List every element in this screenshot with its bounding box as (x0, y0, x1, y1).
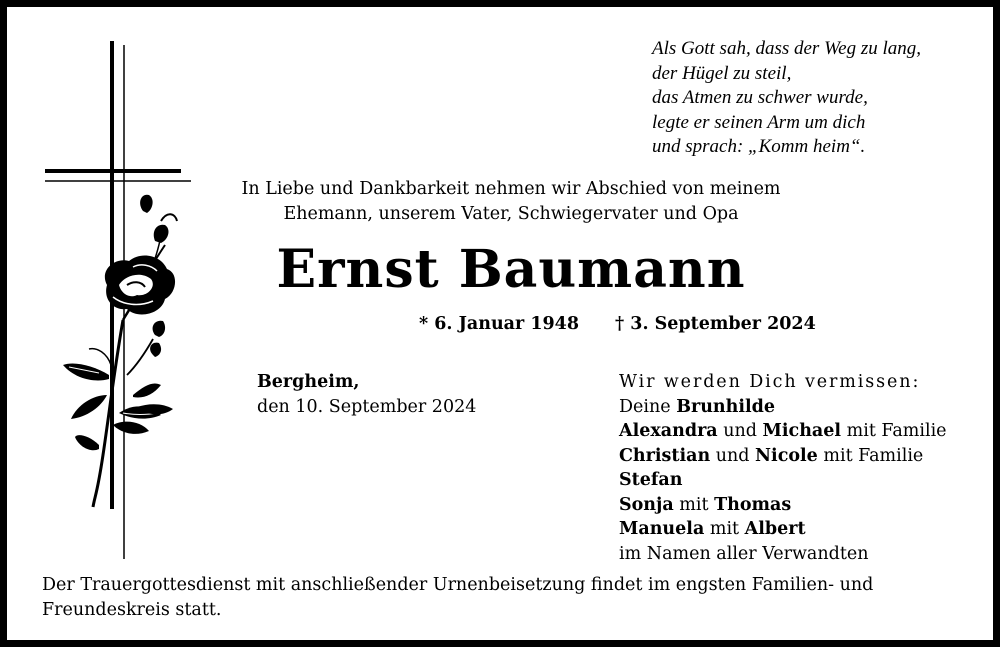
mourner-name: Stefan (619, 470, 683, 490)
notice-date: den 10. September 2024 (257, 396, 477, 417)
mourner-text: und (717, 421, 763, 441)
mourner-line (619, 419, 947, 444)
poem-line: das Atmen zu schwer wurde, (652, 87, 868, 108)
mourner-line (619, 517, 947, 542)
mourners-heading: Wir werden Dich vermissen: (619, 372, 921, 392)
mourner-name: Alexandra (619, 421, 718, 441)
mourner-name: Sonja (619, 494, 674, 515)
death-date: † 3. September 2024 (615, 314, 816, 334)
footer-line: Freundeskreis statt. (42, 600, 222, 620)
deceased-name: Ernst Baumann (276, 239, 746, 300)
life-dates (419, 310, 816, 338)
mourner-line (619, 468, 947, 493)
mourner-line: im Namen aller Verwandten (619, 543, 869, 564)
footer-line: Der Trauergottesdienst mit anschließender Urnenbeisetzung findet im engsten Familien- und (42, 575, 874, 595)
poem-line: legte er seinen Arm um dich (652, 111, 866, 133)
poem-line: der Hügel zu steil, (652, 62, 792, 84)
mourner-name: Christian (619, 445, 711, 466)
mourner-text: Deine (619, 396, 677, 417)
mourner-line (619, 493, 947, 518)
mourner-name: Albert (744, 519, 806, 539)
funeral-service-note (42, 573, 972, 623)
mourner-name: Manuela (619, 519, 705, 539)
mourner-text: mit (704, 519, 745, 539)
poem-line: Als Gott sah, dass der Weg zu lang, (652, 38, 922, 59)
mourner-name: Brunhilde (676, 396, 776, 417)
mourner-text: mit Familie (817, 445, 924, 466)
mourner-name: Michael (762, 421, 842, 441)
intro-line: In Liebe und Dankbarkeit nehmen wir Abschied von meinem (241, 179, 781, 199)
mourner-line (619, 444, 947, 469)
intro-line: Ehemann, unserem Vater, Schwiegervater und Opa (283, 204, 739, 224)
mourner-name: Nicole (755, 445, 818, 466)
mourners-list (619, 370, 947, 566)
place-and-date (257, 370, 476, 419)
place-city: Bergheim, (257, 372, 360, 392)
farewell-intro (167, 177, 855, 227)
mourner-name: Thomas (714, 494, 792, 515)
mourner-text: mit Familie (841, 421, 947, 441)
mourner-text: mit (673, 494, 715, 515)
mourner-line (619, 395, 947, 420)
poem-line: und sprach: „Komm heim“. (652, 136, 866, 157)
poem (652, 37, 921, 160)
mourner-text: und (710, 445, 756, 466)
birth-date: * 6. Januar 1948 (419, 314, 580, 334)
